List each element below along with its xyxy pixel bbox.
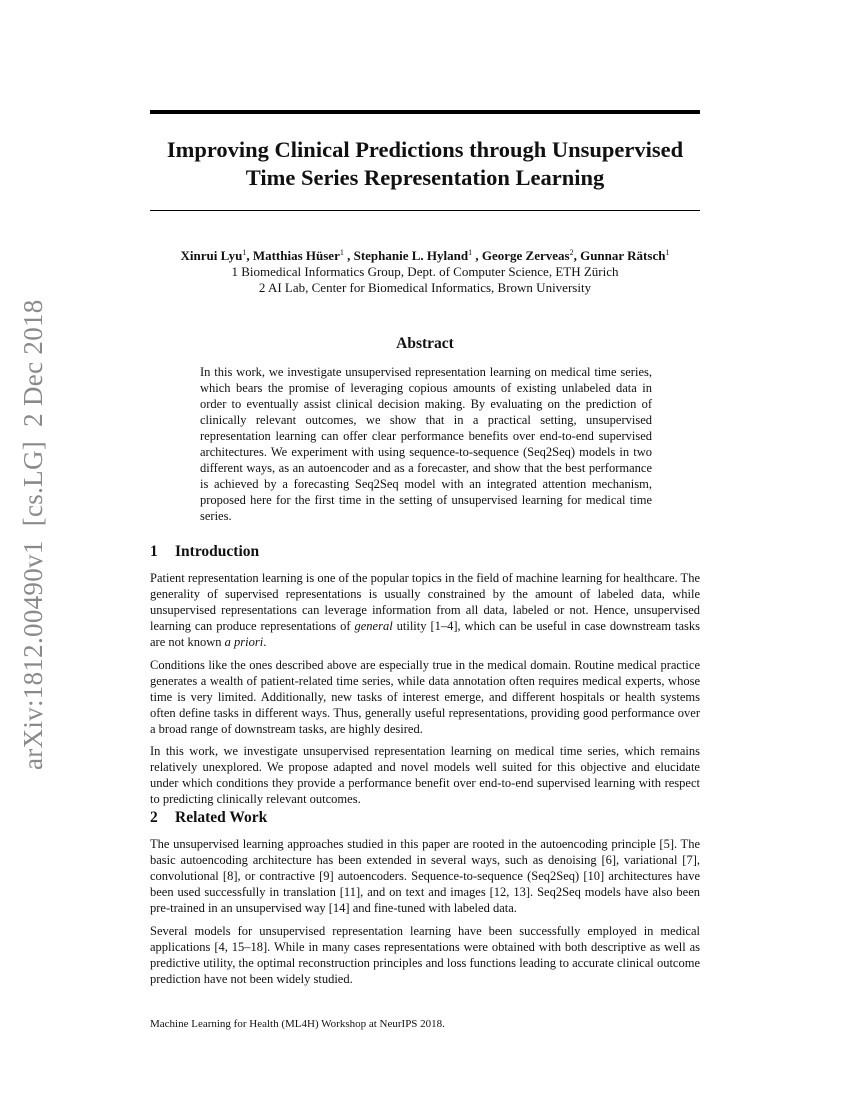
affiliation-marker: 1 (339, 248, 344, 257)
paragraph-text: . (263, 635, 267, 649)
paragraph-text: utility [1–4], which can be useful in case downstream tasks are not known (150, 619, 700, 649)
paragraph (150, 570, 700, 650)
abstract-text: In this work, we investigate unsupervised representation learning on medical time series, which bears the promise of leveraging copious amounts of existing unlabeled data in order to eventually assist clinical decision making. By evaluating on the prediction of clinically relevant outcomes, we show that in a practical setting, unsupervised representation learning can offer clear performance benefits over end-to-end supervised architectures. We experiment with using sequence-to-sequence (Seq2Seq) models in two different ways, as an autoencoder and as a forecaster, and show that the best performance is achieved by a forecasting Seq2Seq model with an integrated attention mechanism, proposed here for the first time in the setting of unsupervised learning for medical time series. (200, 365, 652, 523)
emphasis-text: general (354, 619, 393, 633)
author-name: George Zerveas (481, 248, 570, 263)
paragraph: The unsupervised learning approaches studied in this paper are rooted in the autoencoding principle [5]. The basic autoencoding architecture has been extended in several ways, such as denoising [6], variational [7], convolutional [8], or contractive [9] autoencoders. Sequence-to-sequence (Seq2Seq) [10] architectures have been used successfully in translation [11], and on text and images [12, 13]. Seq2Seq models have also been pre-trained in an unsupervised way [14] and fine-tuned with labeled data. (150, 837, 700, 915)
affiliation-marker: 1 (468, 248, 473, 257)
affiliation-marker: 2 (569, 248, 574, 257)
affiliation-1: 1 Biomedical Informatics Group, Dept. of Computer Science, ETH Zürich (231, 264, 619, 279)
section-heading-introduction (150, 543, 259, 561)
title-line-2: Time Series Representation Learning (245, 165, 605, 190)
paragraph: Several models for unsupervised representation learning have been successfully employed in medical applications [4, 15–18]. While in many cases representations were obtained with both descriptive as well as predictive utility, the optimal reconstruction principles and loss functions leading to accurate clinical outcome prediction have not been widely studied. (150, 923, 700, 986)
section-title: Related Work (175, 809, 268, 826)
paper-title (150, 136, 700, 192)
affiliation-marker: 1 (665, 248, 670, 257)
related-work-body (150, 836, 700, 993)
paragraph: Conditions like the ones described above are especially true in the medical domain. Routine medical practice generates a wealth of patient-related time series, while data annotation often requires medical experts, whose time is very limited. Additionally, new tasks of interest emerge, and different hospitals or health systems often define tasks in different ways. Thus, generally useful representations, providing good performance over a broad range of downstream tasks, are highly desired. (150, 657, 700, 736)
section-heading-related-work (150, 809, 267, 827)
arxiv-identifier-stamp: arXiv:1812.00490v1 [cs.LG] 2 Dec 2018 (18, 299, 48, 770)
section-number: 1 (150, 543, 158, 560)
emphasis-text: a priori (224, 635, 264, 649)
author-name: Gunnar Rätsch (580, 248, 666, 263)
affiliation-marker: 1 (242, 248, 247, 257)
affiliation-2: 2 AI Lab, Center for Biomedical Informatics, Brown University (258, 280, 592, 295)
paragraph: In this work, we investigate unsupervised representation learning on medical time series, which remains relatively unexplored. We propose adapted and novel models well suited for this objective and elucidate under which conditions they provide a performance benefit over end-to-end supervised learning with respect to predicting clinically relevant outcomes. (150, 744, 700, 806)
title-line-1: Improving Clinical Predictions through Unsupervised (166, 137, 684, 162)
author-name: Matthias Hüser (252, 248, 340, 263)
section-number: 2 (150, 809, 158, 826)
title-top-rule (150, 110, 700, 114)
venue-footnote: Machine Learning for Health (ML4H) Workshop at NeurIPS 2018. (150, 1018, 445, 1030)
title-bottom-rule (150, 210, 700, 211)
author-block (150, 248, 700, 296)
paragraph-text: Patient representation learning is one of the popular topics in the field of machine learning for healthcare. The generality of supervised representations is usually constrained by the amount of labeled data, while unsupervised representations can leverage information from all data, labeled or not. Hence, unsupervised learning can produce representations of (150, 571, 700, 633)
introduction-body (150, 570, 700, 814)
author-name: Xinrui Lyu (180, 248, 243, 263)
author-names: Xinrui Lyu$^1$, Matthias Hüser$^1$ , Stephanie L. Hyland$^1$ , George Zerveas$^2$, Gunnar Rätsch$^1$ (180, 248, 670, 263)
abstract-heading: Abstract (396, 335, 454, 352)
author-name: Stephanie L. Hyland (353, 248, 469, 263)
section-title: Introduction (175, 543, 260, 560)
